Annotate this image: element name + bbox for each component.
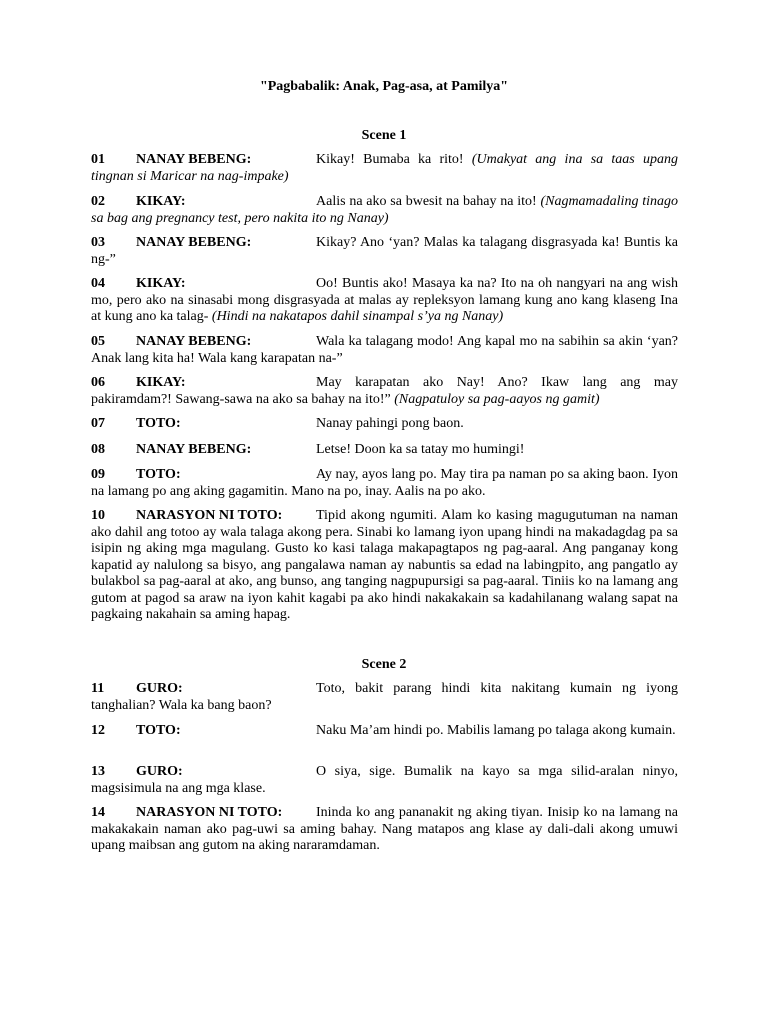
- script-line-14: [91, 805, 678, 855]
- stage-direction: (Hindi na nakatapos dahil sinampal s’ya ng Nanay): [211, 309, 504, 324]
- script-line-10: [91, 508, 678, 624]
- dialogue-text: Nanay pahingi pong baon.: [316, 416, 464, 431]
- speaker-name: NANAY BEBENG:: [136, 334, 252, 349]
- speaker-name: GURO:: [136, 764, 183, 779]
- line-number: 14: [91, 805, 105, 820]
- dialogue-text: Oo! Buntis ako! Masaya ka na? Ito na oh nangyari na ang wish mo, pero ako na sinasabi mong disgrasyada at malas ay repleksyon lamang kung ano kang klaseng Ina at kung ano ka talag-: [91, 276, 678, 324]
- speaker-name: GURO:: [136, 681, 183, 696]
- speaker-name: NANAY BEBENG:: [136, 442, 252, 457]
- dialogue-text: May karapatan ako Nay! Ano? Ikaw lang ang may pakiramdam?! Sawang-sawa na ako sa bahay na ito!”: [91, 375, 678, 407]
- dialogue-text: Aalis na ako sa bwesit na bahay na ito!: [316, 194, 541, 209]
- document-title: "Pagbabalik: Anak, Pag-asa, at Pamilya": [259, 79, 509, 94]
- line-number: 11: [91, 681, 105, 696]
- line-number: 06: [91, 375, 105, 390]
- script-line-07: [91, 416, 678, 433]
- speaker-name: KIKAY:: [136, 276, 186, 291]
- stage-direction: (Nagpatuloy sa pag-aayos ng gamit): [394, 391, 600, 407]
- line-number: 12: [91, 723, 105, 738]
- dialogue-text: Letse! Doon ka sa tatay mo humingi!: [316, 442, 525, 457]
- script-line-12: [91, 723, 678, 740]
- dialogue-text: Toto, bakit parang hindi kita nakitang kumain ng iyong tanghalian? Wala ka bang baon?: [91, 681, 678, 713]
- script-line-02: [91, 194, 678, 227]
- script-line-08: [91, 442, 678, 459]
- speaker-name: NANAY BEBENG:: [136, 152, 252, 167]
- line-number: 04: [91, 276, 105, 291]
- dialogue-text: Kikay? Ano ‘yan? Malas ka talagang disgrasyada ka! Buntis ka ng-”: [91, 235, 678, 267]
- dialogue-text: Wala ka talagang modo! Ang kapal mo na sabihin sa akin ‘yan? Anak lang kita ha! Wala kang karapatan na-”: [91, 334, 678, 366]
- speaker-name: TOTO:: [136, 416, 181, 431]
- speaker-name: NANAY BEBENG:: [136, 235, 252, 250]
- dialogue-text: O siya, sige. Bumalik na kayo sa mga silid-aralan ninyo, magsisimula na ang mga klase.: [91, 764, 678, 796]
- script-line-11: [91, 681, 678, 714]
- scene-2-heading: Scene 2: [361, 657, 407, 672]
- dialogue-text: Tipid akong ngumiti. Alam ko kasing magugutuman na naman ako dahil ang totoo ay wala talaga akong pera. Sinabi ko lamang iyon upang hindi na makadagdag pa sa isipin ng aking mga magulang. Gusto ko kasi talaga makapagtapos ng pag-aaral. Ang panganay kong kapatid ay nalulong sa bisyo, ang pangalawa naman ay nabuntis sa edad na labingpito, ang pangatlo ay bulakbol sa pag-aaral at ako, ang bunso, ang tanging nagpupursigi sa pag-aaral. Tiniis ko na lamang ang gutom at pagod sa araw na iyon kahit kagabi pa ako hindi nakakakain sa kadahilanang walang sapat na pagkaing nakahain sa aming hapag.: [91, 508, 678, 622]
- line-number: 03: [91, 235, 105, 250]
- line-number: 07: [91, 416, 105, 431]
- stage-direction: (Nagmamadaling tinago sa bag ang pregnancy test, pero nakita ito ng Nanay): [91, 194, 678, 226]
- line-number: 13: [91, 764, 105, 779]
- speaker-name: KIKAY:: [136, 194, 186, 209]
- script-line-03: [91, 235, 678, 268]
- script-line-01: [91, 152, 678, 185]
- speaker-name: NARASYON NI TOTO:: [136, 508, 283, 523]
- line-number: 10: [91, 508, 105, 523]
- speaker-name: NARASYON NI TOTO:: [136, 805, 283, 820]
- speaker-name: TOTO:: [136, 467, 181, 482]
- dialogue-text: Kikay! Bumaba ka rito!: [316, 152, 472, 167]
- script-line-13: [91, 764, 678, 797]
- line-number: 08: [91, 442, 105, 457]
- dialogue-text: Ay nay, ayos lang po. May tira pa naman po sa aking baon. Iyon na lamang po ang aking gagamitin. Mano na po, inay. Aalis na po ako.: [91, 467, 678, 499]
- line-number: 02: [91, 194, 105, 209]
- dialogue-text: Naku Ma’am hindi po. Mabilis lamang po talaga akong kumain.: [316, 723, 676, 738]
- line-number: 05: [91, 334, 105, 349]
- speaker-name: TOTO:: [136, 723, 181, 738]
- script-line-04: [91, 276, 678, 326]
- script-line-09: [91, 467, 678, 500]
- line-number: 09: [91, 467, 105, 482]
- scene-1-heading: Scene 1: [361, 128, 407, 143]
- line-number: 01: [91, 152, 105, 167]
- speaker-name: KIKAY:: [136, 375, 186, 390]
- stage-direction: (Umakyat ang ina sa taas upang tingnan si Maricar na nag-impake): [91, 152, 678, 184]
- script-line-05: [91, 334, 678, 367]
- dialogue-text: Ininda ko ang pananakit ng aking tiyan. Inisip ko na lamang na makakakain naman ako pag-uwi sa aming bahay. Nang matapos ang klase ay dali-dali akong umuwi upang maibsan ang gutom na aking nararamdaman.: [91, 805, 678, 853]
- script-line-06: [91, 375, 678, 408]
